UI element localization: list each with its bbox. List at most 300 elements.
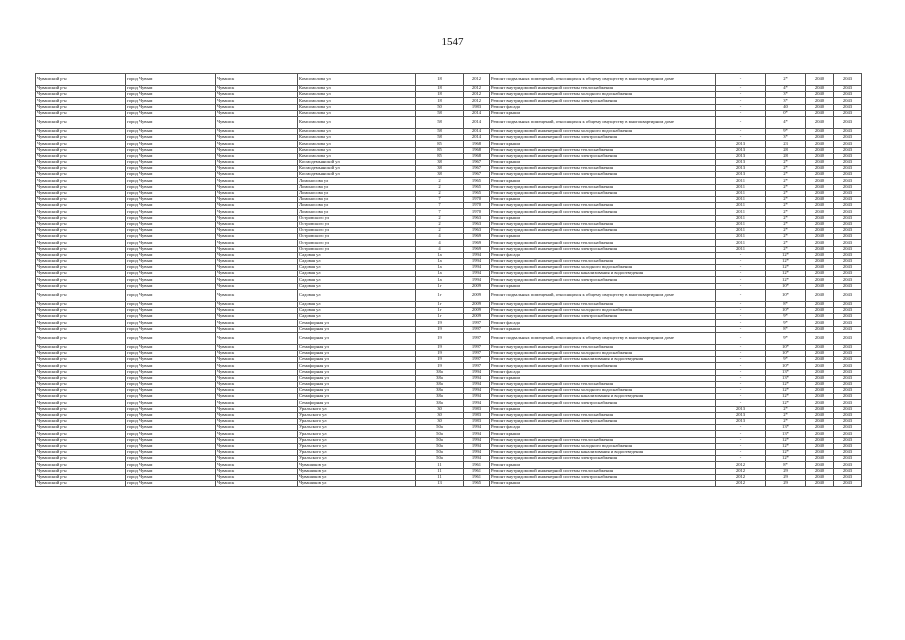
build-year-cell: 1963 <box>464 221 490 227</box>
wear-cell: 12* <box>766 271 806 277</box>
district-cell: Чувашский р-н <box>36 431 126 437</box>
street-cell: Комсомолова ул <box>298 141 416 147</box>
work-type-cell: Ремонт внутридомовой инженерной системы холодного водоснабжения <box>490 443 716 449</box>
work-type-cell: Ремонт внутридомовой инженерной системы теплоснабжения <box>490 258 716 264</box>
last-repair-year-cell: - <box>716 110 766 116</box>
plan-end-cell: 2043 <box>834 406 862 412</box>
house-number-cell: 7 <box>416 203 464 209</box>
wear-cell: 0* <box>766 110 806 116</box>
street-cell: Чувашиков ул <box>298 462 416 468</box>
house-number-cell: 38а <box>416 381 464 387</box>
plan-end-cell: 2043 <box>834 116 862 128</box>
house-number-cell: 19 <box>416 344 464 350</box>
plan-start-cell: 2040 <box>806 116 834 128</box>
work-type-cell: Ремонт внутридомовой инженерной системы теплоснабжения <box>490 344 716 350</box>
wear-cell: 2* <box>766 172 806 178</box>
plan-end-cell: 2043 <box>834 320 862 326</box>
house-number-cell: 13 <box>416 480 464 486</box>
house-number-cell: 50а <box>416 456 464 462</box>
last-repair-year-cell: - <box>716 135 766 141</box>
street-cell: Комсомолова ул <box>298 135 416 141</box>
locality-cell: Чувашск <box>216 74 298 86</box>
house-number-cell: 50а <box>416 437 464 443</box>
plan-start-cell: 2040 <box>806 456 834 462</box>
house-number-cell: 30 <box>416 412 464 418</box>
work-type-cell: Ремонт внутридомовой инженерной системы электроснабжения <box>490 277 716 283</box>
locality-cell: Чувашск <box>216 400 298 406</box>
work-type-cell: Ремонт подвальных помещений, относящихся к общему имуществу в многоквартирном доме <box>490 116 716 128</box>
locality-cell: Чувашск <box>216 350 298 356</box>
build-year-cell: 1968 <box>464 147 490 153</box>
district-cell: Чувашский р-н <box>36 437 126 443</box>
settlement-cell: город Чувым <box>126 474 216 480</box>
table-row <box>36 332 862 344</box>
build-year-cell: 1961 <box>464 468 490 474</box>
wear-cell: 29 <box>766 468 806 474</box>
plan-end-cell: 2043 <box>834 308 862 314</box>
plan-end-cell: 2043 <box>834 98 862 104</box>
wear-cell: 9* <box>766 332 806 344</box>
wear-cell: 23 <box>766 141 806 147</box>
wear-cell: 8* <box>766 301 806 307</box>
street-cell: Садовая ул <box>298 283 416 289</box>
plan-end-cell: 2043 <box>834 178 862 184</box>
street-cell: Чувашиков ул <box>298 468 416 474</box>
locality-cell: Чувашск <box>216 141 298 147</box>
house-number-cell: 50 <box>416 104 464 110</box>
street-cell: Садовая ул <box>298 265 416 271</box>
district-cell: Чувашский р-н <box>36 116 126 128</box>
street-cell: Комсомолова ул <box>298 86 416 92</box>
plan-end-cell: 2043 <box>834 86 862 92</box>
street-cell: Семафорная ул <box>298 369 416 375</box>
settlement-cell: город Чувым <box>126 104 216 110</box>
locality-cell: Чувашск <box>216 308 298 314</box>
plan-end-cell: 2043 <box>834 271 862 277</box>
district-cell: Чувашский р-н <box>36 320 126 326</box>
settlement-cell: город Чувым <box>126 135 216 141</box>
plan-start-cell: 2040 <box>806 350 834 356</box>
locality-cell: Чувашск <box>216 86 298 92</box>
wear-cell: 13* <box>766 375 806 381</box>
last-repair-year-cell: 2013 <box>716 166 766 172</box>
plan-end-cell: 2043 <box>834 135 862 141</box>
work-type-cell: Ремонт крыши <box>490 326 716 332</box>
work-type-cell: Ремонт фасада <box>490 425 716 431</box>
plan-start-cell: 2040 <box>806 283 834 289</box>
district-cell: Чувашский р-н <box>36 203 126 209</box>
district-cell: Чувашский р-н <box>36 128 126 134</box>
locality-cell: Чувашск <box>216 178 298 184</box>
last-repair-year-cell: 2011 <box>716 215 766 221</box>
work-type-cell: Ремонт внутридомовой инженерной системы канализования и водоотведения <box>490 449 716 455</box>
plan-start-cell: 2040 <box>806 363 834 369</box>
street-cell: Островского ул <box>298 240 416 246</box>
locality-cell: Чувашск <box>216 462 298 468</box>
build-year-cell: 1970 <box>464 209 490 215</box>
street-cell: Комсомолова ул <box>298 74 416 86</box>
plan-start-cell: 2040 <box>806 141 834 147</box>
street-cell: Уральского ул <box>298 431 416 437</box>
district-cell: Чувашский р-н <box>36 74 126 86</box>
plan-start-cell: 2040 <box>806 92 834 98</box>
wear-cell: 2* <box>766 166 806 172</box>
work-type-cell: Ремонт подвальных помещений, относящихся к общему имуществу в многоквартирном доме <box>490 74 716 86</box>
settlement-cell: город Чувым <box>126 190 216 196</box>
house-number-cell: 85 <box>416 141 464 147</box>
house-number-cell: 50а <box>416 449 464 455</box>
settlement-cell: город Чувым <box>126 425 216 431</box>
plan-start-cell: 2040 <box>806 369 834 375</box>
work-type-cell: Ремонт фасада <box>490 104 716 110</box>
settlement-cell: город Чувым <box>126 153 216 159</box>
house-number-cell: 2 <box>416 178 464 184</box>
build-year-cell: 1994 <box>464 431 490 437</box>
wear-cell: 2* <box>766 227 806 233</box>
house-number-cell: 38 <box>416 159 464 165</box>
plan-start-cell: 2040 <box>806 388 834 394</box>
settlement-cell: город Чувым <box>126 400 216 406</box>
last-repair-year-cell: - <box>716 443 766 449</box>
wear-cell: 2* <box>766 240 806 246</box>
settlement-cell: город Чувым <box>126 159 216 165</box>
build-year-cell: 1997 <box>464 363 490 369</box>
locality-cell: Чувашск <box>216 320 298 326</box>
plan-end-cell: 2043 <box>834 147 862 153</box>
work-type-cell: Ремонт внутридомовой инженерной системы теплоснабжения <box>490 437 716 443</box>
district-cell: Чувашский р-н <box>36 400 126 406</box>
street-cell: Комсомолова ул <box>298 153 416 159</box>
plan-start-cell: 2040 <box>806 234 834 240</box>
locality-cell: Чувашск <box>216 246 298 252</box>
street-cell: Космодемьянской ул <box>298 172 416 178</box>
plan-end-cell: 2043 <box>834 74 862 86</box>
work-type-cell: Ремонт внутридомовой инженерной системы электроснабжения <box>490 135 716 141</box>
locality-cell: Чувашск <box>216 271 298 277</box>
build-year-cell: 1994 <box>464 271 490 277</box>
district-cell: Чувашский р-н <box>36 308 126 314</box>
work-type-cell: Ремонт внутридомовой инженерной системы холодного водоснабжения <box>490 350 716 356</box>
settlement-cell: город Чувым <box>126 332 216 344</box>
district-cell: Чувашский р-н <box>36 252 126 258</box>
house-number-cell: 1г <box>416 308 464 314</box>
work-type-cell: Ремонт внутридомовой инженерной системы холодного водоснабжения <box>490 92 716 98</box>
plan-end-cell: 2043 <box>834 215 862 221</box>
house-number-cell: 19 <box>416 326 464 332</box>
plan-end-cell: 2043 <box>834 246 862 252</box>
plan-start-cell: 2040 <box>806 203 834 209</box>
wear-cell: 29 <box>766 480 806 486</box>
plan-start-cell: 2040 <box>806 271 834 277</box>
last-repair-year-cell: 2011 <box>716 190 766 196</box>
last-repair-year-cell: - <box>716 437 766 443</box>
street-cell: Чувашиков ул <box>298 480 416 486</box>
district-cell: Чувашский р-н <box>36 240 126 246</box>
plan-end-cell: 2043 <box>834 480 862 486</box>
plan-end-cell: 2043 <box>834 128 862 134</box>
wear-cell: 13* <box>766 431 806 437</box>
house-number-cell: 11 <box>416 474 464 480</box>
settlement-cell: город Чувым <box>126 480 216 486</box>
district-cell: Чувашский р-н <box>36 265 126 271</box>
build-year-cell: 1997 <box>464 320 490 326</box>
plan-start-cell: 2040 <box>806 437 834 443</box>
plan-start-cell: 2040 <box>806 184 834 190</box>
locality-cell: Чувашск <box>216 388 298 394</box>
build-year-cell: 1997 <box>464 350 490 356</box>
last-repair-year-cell: 2011 <box>716 234 766 240</box>
house-number-cell: 38а <box>416 400 464 406</box>
last-repair-year-cell: - <box>716 128 766 134</box>
district-cell: Чувашский р-н <box>36 277 126 283</box>
house-number-cell: 58 <box>416 135 464 141</box>
district-cell: Чувашский р-н <box>36 141 126 147</box>
settlement-cell: город Чувым <box>126 344 216 350</box>
wear-cell: 12* <box>766 443 806 449</box>
wear-cell: 10* <box>766 283 806 289</box>
build-year-cell: 1994 <box>464 388 490 394</box>
street-cell: Островского ул <box>298 215 416 221</box>
last-repair-year-cell: 2013 <box>716 147 766 153</box>
build-year-cell: 1994 <box>464 400 490 406</box>
plan-start-cell: 2040 <box>806 178 834 184</box>
work-type-cell: Ремонт внутридомовой инженерной системы теплоснабжения <box>490 381 716 387</box>
street-cell: Уральского ул <box>298 419 416 425</box>
house-number-cell: 1г <box>416 301 464 307</box>
locality-cell: Чувашск <box>216 344 298 350</box>
last-repair-year-cell: - <box>716 116 766 128</box>
street-cell: Ломоносова ул <box>298 184 416 190</box>
street-cell: Островского ул <box>298 246 416 252</box>
street-cell: Садовая ул <box>298 271 416 277</box>
build-year-cell: 1969 <box>464 240 490 246</box>
settlement-cell: город Чувым <box>126 203 216 209</box>
district-cell: Чувашский р-н <box>36 474 126 480</box>
house-number-cell: 18 <box>416 92 464 98</box>
settlement-cell: город Чувым <box>126 357 216 363</box>
house-number-cell: 11 <box>416 462 464 468</box>
settlement-cell: город Чувым <box>126 350 216 356</box>
house-number-cell: 18 <box>416 86 464 92</box>
last-repair-year-cell: 2012 <box>716 462 766 468</box>
build-year-cell: 2014 <box>464 116 490 128</box>
build-year-cell: 2012 <box>464 92 490 98</box>
street-cell: Уральского ул <box>298 443 416 449</box>
plan-end-cell: 2043 <box>834 314 862 320</box>
locality-cell: Чувашск <box>216 431 298 437</box>
locality-cell: Чувашск <box>216 209 298 215</box>
last-repair-year-cell: 2013 <box>716 153 766 159</box>
wear-cell: 12* <box>766 381 806 387</box>
settlement-cell: город Чувым <box>126 277 216 283</box>
last-repair-year-cell: - <box>716 425 766 431</box>
build-year-cell: 1997 <box>464 344 490 350</box>
build-year-cell: 1997 <box>464 357 490 363</box>
street-cell: Садовая ул <box>298 258 416 264</box>
build-year-cell: 1994 <box>464 425 490 431</box>
locality-cell: Чувашск <box>216 240 298 246</box>
house-number-cell: 7 <box>416 197 464 203</box>
plan-start-cell: 2040 <box>806 320 834 326</box>
work-type-cell: Ремонт внутридомовой инженерной системы электроснабжения <box>490 400 716 406</box>
locality-cell: Чувашск <box>216 234 298 240</box>
district-cell: Чувашский р-н <box>36 271 126 277</box>
street-cell: Комсомолова ул <box>298 98 416 104</box>
district-cell: Чувашский р-н <box>36 221 126 227</box>
settlement-cell: город Чувым <box>126 234 216 240</box>
locality-cell: Чувашск <box>216 412 298 418</box>
plan-end-cell: 2043 <box>834 240 862 246</box>
house-number-cell: 1г <box>416 314 464 320</box>
street-cell: Комсомолова ул <box>298 116 416 128</box>
plan-end-cell: 2043 <box>834 252 862 258</box>
build-year-cell: 1994 <box>464 277 490 283</box>
plan-end-cell: 2043 <box>834 375 862 381</box>
last-repair-year-cell: - <box>716 381 766 387</box>
locality-cell: Чувашск <box>216 116 298 128</box>
work-type-cell: Ремонт крыши <box>490 215 716 221</box>
district-cell: Чувашский р-н <box>36 363 126 369</box>
district-cell: Чувашский р-н <box>36 344 126 350</box>
house-number-cell: 19 <box>416 363 464 369</box>
wear-cell: 3* <box>766 98 806 104</box>
house-number-cell: 1а <box>416 258 464 264</box>
last-repair-year-cell: 2013 <box>716 419 766 425</box>
last-repair-year-cell: 2011 <box>716 240 766 246</box>
locality-cell: Чувашск <box>216 381 298 387</box>
locality-cell: Чувашск <box>216 301 298 307</box>
build-year-cell: 1994 <box>464 443 490 449</box>
wear-cell: 12* <box>766 265 806 271</box>
locality-cell: Чувашск <box>216 406 298 412</box>
last-repair-year-cell: - <box>716 86 766 92</box>
last-repair-year-cell: - <box>716 449 766 455</box>
wear-cell: 2* <box>766 178 806 184</box>
settlement-cell: город Чувым <box>126 406 216 412</box>
plan-end-cell: 2043 <box>834 221 862 227</box>
plan-start-cell: 2040 <box>806 357 834 363</box>
build-year-cell: 2012 <box>464 98 490 104</box>
plan-end-cell: 2043 <box>834 369 862 375</box>
plan-start-cell: 2040 <box>806 480 834 486</box>
build-year-cell: 1983 <box>464 412 490 418</box>
settlement-cell: город Чувым <box>126 375 216 381</box>
house-number-cell: 1а <box>416 252 464 258</box>
work-type-cell: Ремонт внутридомовой инженерной системы электроснабжения <box>490 474 716 480</box>
build-year-cell: 1994 <box>464 258 490 264</box>
street-cell: Островского ул <box>298 221 416 227</box>
settlement-cell: город Чувым <box>126 265 216 271</box>
district-cell: Чувашский р-н <box>36 135 126 141</box>
build-year-cell: 1994 <box>464 265 490 271</box>
locality-cell: Чувашск <box>216 197 298 203</box>
plan-end-cell: 2043 <box>834 104 862 110</box>
plan-end-cell: 2043 <box>834 381 862 387</box>
settlement-cell: город Чувым <box>126 86 216 92</box>
settlement-cell: город Чувым <box>126 431 216 437</box>
wear-cell: 2* <box>766 184 806 190</box>
plan-end-cell: 2043 <box>834 283 862 289</box>
wear-cell: 40 <box>766 104 806 110</box>
work-type-cell: Ремонт внутридомовой инженерной системы электроснабжения <box>490 172 716 178</box>
last-repair-year-cell: - <box>716 289 766 301</box>
wear-cell: 12* <box>766 252 806 258</box>
plan-end-cell: 2043 <box>834 400 862 406</box>
locality-cell: Чувашск <box>216 326 298 332</box>
work-type-cell: Ремонт крыши <box>490 406 716 412</box>
last-repair-year-cell: 2011 <box>716 203 766 209</box>
last-repair-year-cell: - <box>716 456 766 462</box>
plan-start-cell: 2040 <box>806 209 834 215</box>
repair-program-table <box>35 73 862 487</box>
build-year-cell: 2012 <box>464 86 490 92</box>
work-type-cell: Ремонт внутридомовой инженерной системы теплоснабжения <box>490 86 716 92</box>
work-type-cell: Ремонт внутридомовой инженерной системы электроснабжения <box>490 227 716 233</box>
plan-end-cell: 2043 <box>834 301 862 307</box>
last-repair-year-cell: 2013 <box>716 172 766 178</box>
build-year-cell: 1994 <box>464 449 490 455</box>
street-cell: Семафорная ул <box>298 400 416 406</box>
street-cell: Комсомолова ул <box>298 92 416 98</box>
build-year-cell: 1967 <box>464 159 490 165</box>
wear-cell: 10* <box>766 344 806 350</box>
plan-start-cell: 2040 <box>806 332 834 344</box>
plan-start-cell: 2040 <box>806 86 834 92</box>
wear-cell: 3* <box>766 92 806 98</box>
last-repair-year-cell: - <box>716 314 766 320</box>
house-number-cell: 4 <box>416 240 464 246</box>
work-type-cell: Ремонт внутридомовой инженерной системы теплоснабжения <box>490 468 716 474</box>
last-repair-year-cell: - <box>716 400 766 406</box>
build-year-cell: 1961 <box>464 462 490 468</box>
settlement-cell: город Чувым <box>126 227 216 233</box>
work-type-cell: Ремонт внутридомовой инженерной системы теплоснабжения <box>490 147 716 153</box>
district-cell: Чувашский р-н <box>36 184 126 190</box>
plan-end-cell: 2043 <box>834 159 862 165</box>
settlement-cell: город Чувым <box>126 308 216 314</box>
plan-start-cell: 2040 <box>806 110 834 116</box>
settlement-cell: город Чувым <box>126 240 216 246</box>
street-cell: Садовая ул <box>298 308 416 314</box>
wear-cell: 12* <box>766 449 806 455</box>
work-type-cell: Ремонт внутридомовой инженерной системы теплоснабжения <box>490 412 716 418</box>
house-number-cell: 50а <box>416 425 464 431</box>
district-cell: Чувашский р-н <box>36 159 126 165</box>
build-year-cell: 1968 <box>464 141 490 147</box>
wear-cell: 2* <box>766 246 806 252</box>
district-cell: Чувашский р-н <box>36 209 126 215</box>
last-repair-year-cell: - <box>716 265 766 271</box>
plan-start-cell: 2040 <box>806 104 834 110</box>
plan-start-cell: 2040 <box>806 314 834 320</box>
plan-start-cell: 2040 <box>806 449 834 455</box>
work-type-cell: Ремонт внутридомовой инженерной системы холодного водоснабжения <box>490 388 716 394</box>
wear-cell: 2* <box>766 203 806 209</box>
house-number-cell: 4 <box>416 246 464 252</box>
last-repair-year-cell: 2013 <box>716 141 766 147</box>
settlement-cell: город Чувым <box>126 209 216 215</box>
district-cell: Чувашский р-н <box>36 375 126 381</box>
plan-start-cell: 2040 <box>806 166 834 172</box>
plan-end-cell: 2043 <box>834 412 862 418</box>
plan-start-cell: 2040 <box>806 227 834 233</box>
plan-start-cell: 2040 <box>806 252 834 258</box>
work-type-cell: Ремонт внутридомовой инженерной системы канализования и водоотведения <box>490 271 716 277</box>
locality-cell: Чувашск <box>216 332 298 344</box>
work-type-cell: Ремонт крыши <box>490 197 716 203</box>
street-cell: Уральского ул <box>298 412 416 418</box>
work-type-cell: Ремонт внутридомовой инженерной системы электроснабжения <box>490 314 716 320</box>
